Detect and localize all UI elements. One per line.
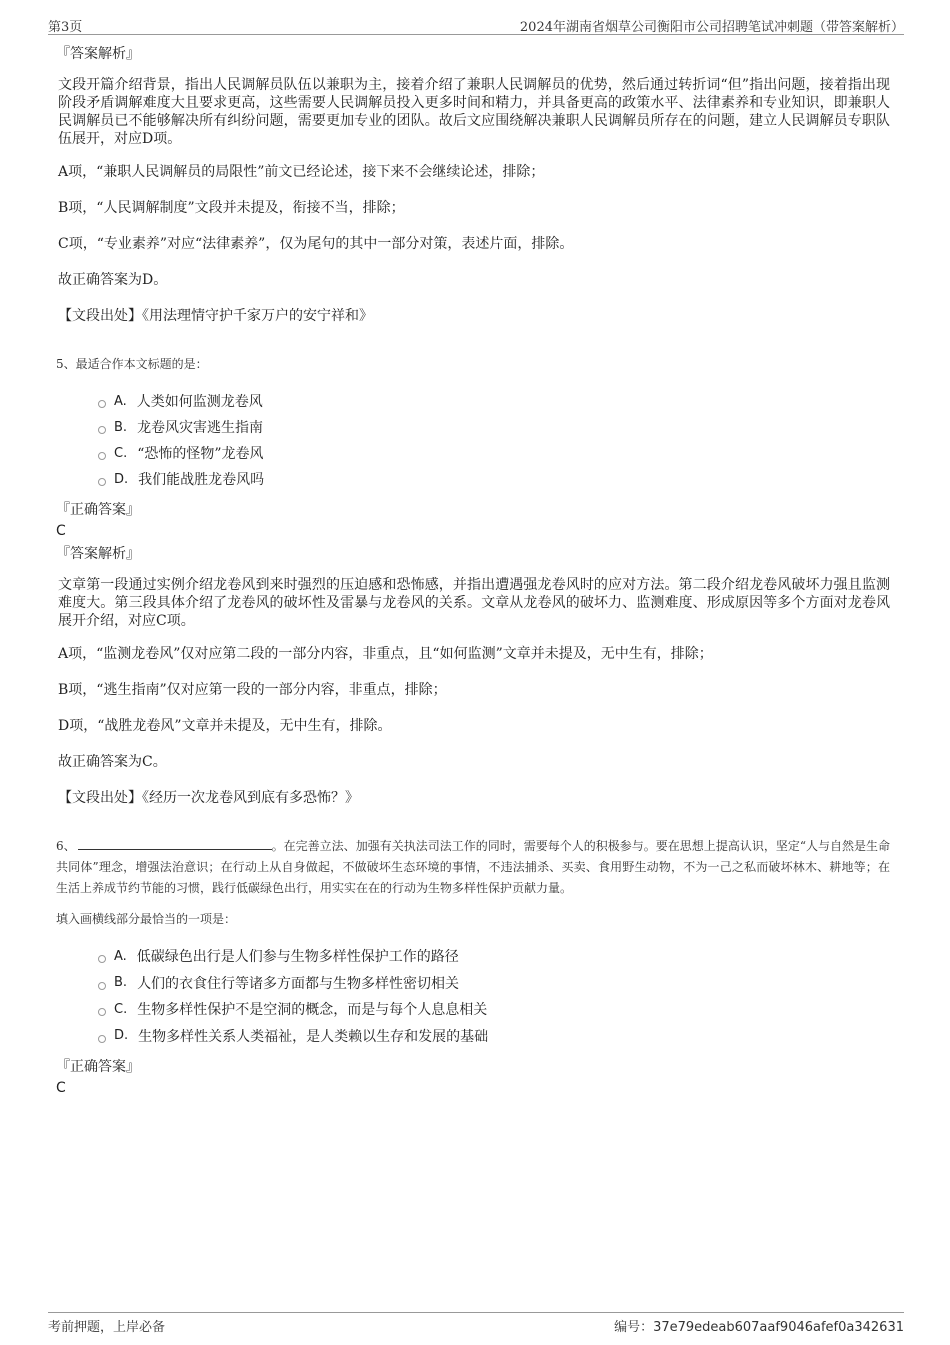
radio-icon[interactable] [98, 955, 106, 963]
option-letter: B. [114, 975, 128, 991]
option-text: 人类如何监测龙卷风 [136, 394, 263, 410]
q5-analysis-line-a: A项，“监测龙卷风”仅对应第二段的一部分内容，非重点，且“如何监测”文章并未提及，无中生有，排除； [58, 646, 713, 662]
q6-blank [78, 836, 272, 850]
q5-option-b[interactable] [98, 414, 890, 440]
q5-analysis-line-d: D项，“战胜龙卷风”文章并未提及，无中生有，排除。 [58, 718, 392, 734]
q6-option-d[interactable] [98, 1023, 890, 1050]
page-footer [48, 1312, 904, 1337]
radio-icon[interactable] [98, 982, 106, 990]
q5-analysis-label: 『答案解析』 [56, 546, 140, 562]
radio-icon[interactable] [98, 400, 106, 408]
main-content [56, 44, 890, 1101]
q4-conclusion: 故正确答案为D。 [58, 272, 168, 288]
q4-analysis-line-c: C项，“专业素养”对应“法律素养”，仅为尾句的其中一部分对策，表述片面，排除。 [58, 236, 574, 252]
q4-analysis-section [56, 44, 890, 326]
q5-option-d[interactable] [98, 466, 890, 492]
footer-slogan: 考前押题，上岸必备 [48, 1320, 166, 1335]
q5-options [98, 388, 890, 492]
radio-icon[interactable] [98, 1008, 106, 1016]
option-letter: D. [114, 471, 129, 487]
q5-option-c[interactable] [98, 440, 890, 466]
q6-answer-label: 『正确答案』 [56, 1059, 140, 1075]
document-title: 2024年湖南省烟草公司衡阳市公司招聘笔试冲刺题（带答案解析） [519, 20, 904, 35]
option-text: 生物多样性关系人类福祉，是人类赖以生存和发展的基础 [138, 1028, 489, 1045]
option-text: 龙卷风灾害逃生指南 [137, 420, 264, 436]
q6-stem [56, 836, 890, 899]
page-header [48, 14, 904, 35]
option-letter: C. [114, 445, 128, 461]
q4-analysis-text: 文段开篇介绍背景，指出人民调解员队伍以兼职为主，接着介绍了兼职人民调解员的优势，然后通过转折词“但”指出问题，接着指出现阶段矛盾调解难度大且要求更高，这些需要人民调解员投入更多时间和精力，并具备更高的政策水平、法律素养和专业知识，即兼职人民调解员已不能够解决所有纠纷问题，需要更加专业的团队。故后文应围绕解决兼职人民调解员所存在的问题，建立人民调解员专职队伍展开，对应D项。 [58, 77, 890, 147]
q5-option-a[interactable] [98, 388, 890, 414]
radio-icon[interactable] [98, 426, 106, 434]
option-letter: A. [114, 948, 127, 964]
q6-options [98, 943, 890, 1049]
q4-analysis-line-a: A项，“兼职人民调解员的局限性”前文已经论述，接下来不会继续论述，排除； [58, 164, 545, 180]
option-letter: D. [114, 1028, 129, 1044]
option-letter: B. [114, 419, 128, 435]
option-text: 低碳绿色出行是人们参与生物多样性保护工作的路径 [136, 949, 459, 966]
radio-icon[interactable] [98, 1035, 106, 1043]
q6-prompt: 填入画横线部分最恰当的一项是： [56, 912, 237, 926]
option-letter: C. [114, 1001, 128, 1017]
document-code: 编号：37e79edeab607aaf9046afef0a342631 [614, 1320, 904, 1335]
q6-option-a[interactable] [98, 943, 890, 970]
radio-icon[interactable] [98, 452, 106, 460]
q6-option-c[interactable] [98, 996, 890, 1023]
q6-stem-text: 。在完善立法、加强有关执法司法工作的同时，需要每个人的积极参与。要在思想上提高认识，坚定“人与自然是生命共同体”理念，增强法治意识；在行动上从自身做起，不做破坏生态环境的事情，不违法捕杀、买卖、食用野生动物，不为一己之私而破坏林木、耕地等；在生活上养成节约节能的习惯，践行低碳绿色出行，用实实在在的行动为生物多样性保护贡献力量。 [56, 839, 891, 895]
option-text: 人们的衣食住行等诸多方面都与生物多样性密切相关 [137, 975, 460, 992]
q6-number: 6、 [56, 839, 76, 853]
q4-analysis-line-b: B项，“人民调解制度”文段并未提及，衔接不当，排除； [58, 200, 405, 216]
q5-stem: 5、最适合作本文标题的是： [56, 357, 208, 371]
option-text: 我们能战胜龙卷风吗 [138, 472, 265, 488]
q4-source: 【文段出处】《用法理情守护千家万户的安宁祥和》 [58, 308, 373, 324]
question-5 [56, 354, 890, 808]
q6-option-b[interactable] [98, 970, 890, 997]
q5-source: 【文段出处】《经历一次龙卷风到底有多恐怖？》 [58, 790, 359, 806]
option-letter: A. [114, 393, 127, 409]
q5-analysis-line-b: B项，“逃生指南”仅对应第一段的一部分内容，非重点，排除； [58, 682, 447, 698]
q5-analysis-text: 文章第一段通过实例介绍龙卷风到来时强烈的压迫感和恐怖感，并指出遭遇强龙卷风时的应对方法。第二段介绍龙卷风破坏力强且监测难度大。第三段具体介绍了龙卷风的破坏性及雷暴与龙卷风的关系。文章从龙卷风的破坏力、监测难度、形成原因等多个方面对龙卷风展开介绍，对应C项。 [58, 577, 890, 629]
radio-icon[interactable] [98, 478, 106, 486]
q5-answer-label: 『正确答案』 [56, 502, 140, 518]
q6-answer: C [56, 1080, 66, 1096]
option-text: “恐怖的怪物”龙卷风 [137, 446, 264, 462]
q5-answer: C [56, 523, 66, 539]
option-text: 生物多样性保护不是空洞的概念，而是与每个人息息相关 [137, 1002, 488, 1019]
q5-conclusion: 故正确答案为C。 [58, 754, 167, 770]
question-6 [56, 836, 890, 1097]
page-number: 第3页 [48, 20, 83, 35]
q4-analysis-label: 『答案解析』 [56, 46, 140, 62]
